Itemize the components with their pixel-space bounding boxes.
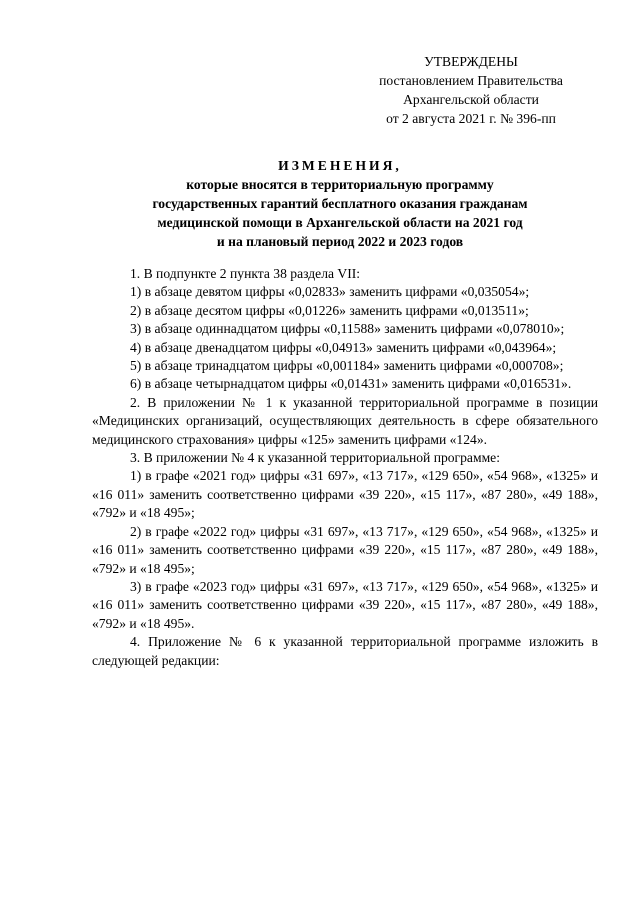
paragraph: 1. В подпункте 2 пункта 38 раздела VII: <box>130 266 361 281</box>
document-body <box>92 265 598 670</box>
approval-stamp <box>340 52 602 128</box>
paragraph: 1) в абзаце девятом цифры «0,02833» заменить цифрами «0,035054»; <box>130 284 530 300</box>
approval-line: постановлением Правительства <box>379 73 563 88</box>
paragraph: 5) в абзаце тринадцатом цифры «0,001184» заменить цифрами «0,000708»; <box>130 358 564 374</box>
paragraph: 4) в абзаце двенадцатом цифры «0,04913» заменить цифрами «0,043964»; <box>130 339 557 355</box>
paragraph: 3. В приложении № 4 к указанной территориальной программе: <box>130 450 500 466</box>
document-title <box>90 156 590 251</box>
paragraph: 3) в графе «2023 год» цифры «31 697», «13 717», «129 650», «54 968», «1325» и «16 011» заменить соответственно цифрами «39 220», «15 117», «87 280», «49 188», «792» и «18 495». <box>92 578 598 631</box>
paragraph: 1) в графе «2021 год» цифры «31 697», «13 717», «129 650», «54 968», «1325» и «16 011» заменить соответственно цифрами «39 220», «15 117», «87 280», «49 188», «792» и «18 495»; <box>92 468 598 521</box>
approval-line: Архангельской области <box>403 92 539 107</box>
title-heading: ИЗМЕНЕНИЯ, <box>278 158 402 173</box>
approval-line: от 2 августа 2021 г. № 396-пп <box>386 111 556 126</box>
title-line: государственных гарантий бесплатного оказания гражданам <box>152 196 528 211</box>
paragraph: 6) в абзаце четырнадцатом цифры «0,01431» заменить цифрами «0,016531». <box>130 376 572 392</box>
paragraph: 4. Приложение № 6 к указанной территориальной программе изложить в следующей редакции: <box>92 634 598 668</box>
approval-line: УТВЕРЖДЕНЫ <box>424 54 518 69</box>
title-line: которые вносятся в территориальную программу <box>186 177 494 192</box>
title-line: и на плановый период 2022 и 2023 годов <box>216 234 464 249</box>
paragraph: 3) в абзаце одиннадцатом цифры «0,11588» заменить цифрами «0,078010»; <box>130 321 565 337</box>
paragraph: 2. В приложении № 1 к указанной территориальной программе в позиции «Медицинских организаций, осуществляющих деятельность в сфере обязательного медицинского страхования» цифры «125» заменить цифрами «124». <box>92 394 598 447</box>
title-line: медицинской помощи в Архангельской области на 2021 год <box>157 215 523 230</box>
paragraph: 2) в абзаце десятом цифры «0,01226» заменить цифрами «0,013511»; <box>130 302 529 318</box>
paragraph: 2) в графе «2022 год» цифры «31 697», «13 717», «129 650», «54 968», «1325» и «16 011» заменить соответственно цифрами «39 220», «15 117», «87 280», «49 188», «792» и «18 495»; <box>92 523 598 576</box>
